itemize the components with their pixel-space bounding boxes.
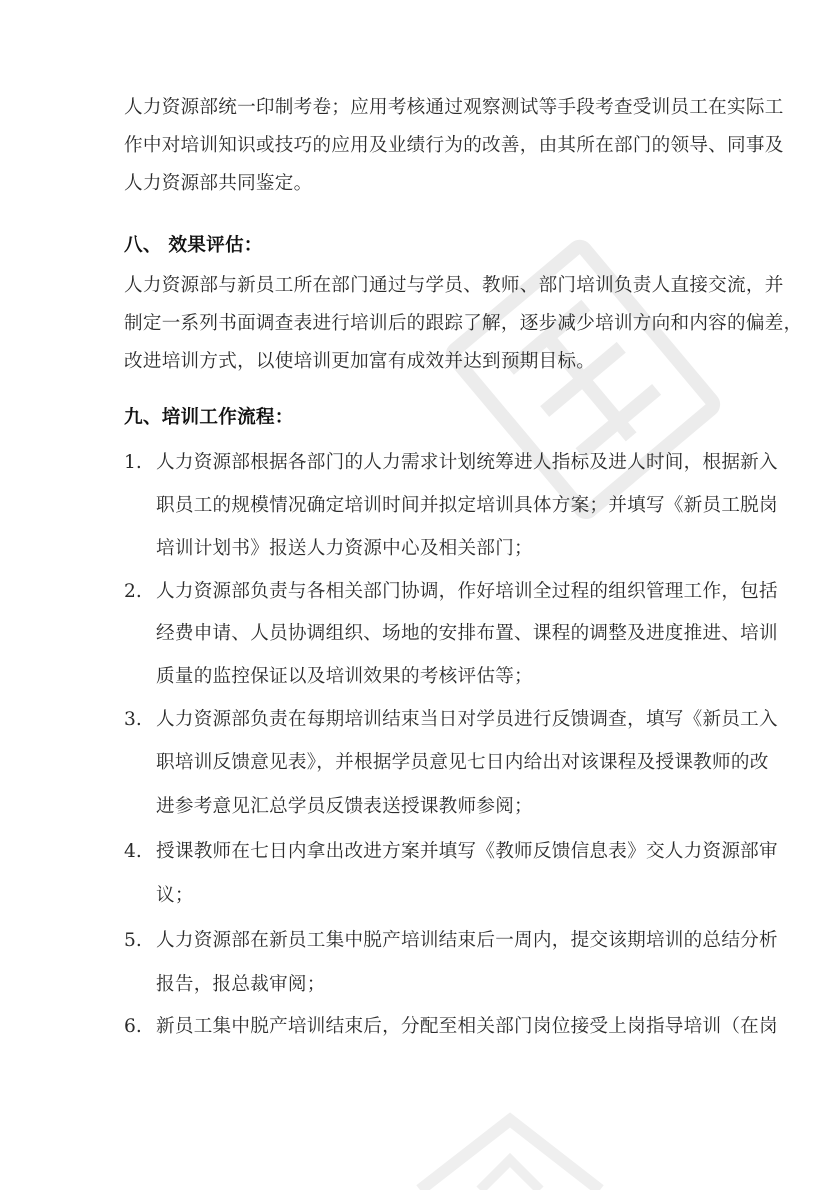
list-line: 报告，报总裁审阅；: [156, 974, 326, 995]
list-line: 议；: [156, 885, 194, 906]
list-line: 人力资源部根据各部门的人力需求计划统筹进人指标及进人时间，根据新入: [156, 452, 778, 473]
paragraph-line: 人力资源部统一印制考卷；应用考核通过观察测试等手段考查受训员工在实际工: [124, 97, 784, 118]
paragraph-line: 改进培训方式，以使培训更加富有成效并达到预期目标。: [124, 351, 596, 372]
section-heading: 八、 效果评估：: [124, 235, 263, 256]
list-line: 职培训反馈意见表》，并根据学员意见七日内给出对该课程及授课教师的改: [156, 752, 769, 773]
list-line: 培训计划书》报送人力资源中心及相关部门；: [156, 538, 533, 559]
list-number: 4.: [124, 841, 142, 862]
paragraph-line: 作中对培训知识或技巧的应用及业绩行为的改善，由其所在部门的领导、同事及: [124, 135, 784, 156]
list-line: 质量的监控保证以及培训效果的考核评估等；: [156, 666, 533, 687]
paragraph-line: 人力资源部与新员工所在部门通过与学员、教师、部门培训负责人直接交流，并: [124, 275, 784, 296]
list-number: 2.: [124, 581, 142, 602]
list-line: 人力资源部负责与各相关部门协调，作好培训全过程的组织管理工作，包括: [156, 581, 778, 602]
list-line: 授课教师在七日内拿出改进方案并填写《教师反馈信息表》交人力资源部审: [156, 841, 778, 862]
list-line: 人力资源部在新员工集中脱产培训结束后一周内，提交该期培训的总结分析: [156, 930, 778, 951]
watermark-stamp-icon: [400, 1110, 620, 1190]
list-number: 5.: [124, 930, 142, 951]
list-number: 3.: [124, 709, 142, 730]
section-heading: 九、培训工作流程：: [124, 407, 294, 428]
list-line: 经费申请、人员协调组织、场地的安排布置、课程的调整及进度推进、培训: [156, 623, 778, 644]
list-number: 1.: [124, 452, 142, 473]
list-line: 进参考意见汇总学员反馈表送授课教师参阅；: [156, 796, 533, 817]
list-line: 新员工集中脱产培训结束后，分配至相关部门岗位接受上岗指导培训（在岗: [156, 1016, 778, 1037]
list-line: 人力资源部负责在每期培训结束当日对学员进行反馈调查，填写《新员工入: [156, 709, 778, 730]
paragraph-line: 人力资源部共同鉴定。: [124, 173, 313, 194]
list-number: 6.: [124, 1016, 142, 1037]
list-line: 职员工的规模情况确定培训时间并拟定培训具体方案；并填写《新员工脱岗: [156, 495, 778, 516]
paragraph-line: 制定一系列书面调查表进行培训后的跟踪了解，逐步减少培训方向和内容的偏差，: [124, 313, 803, 334]
